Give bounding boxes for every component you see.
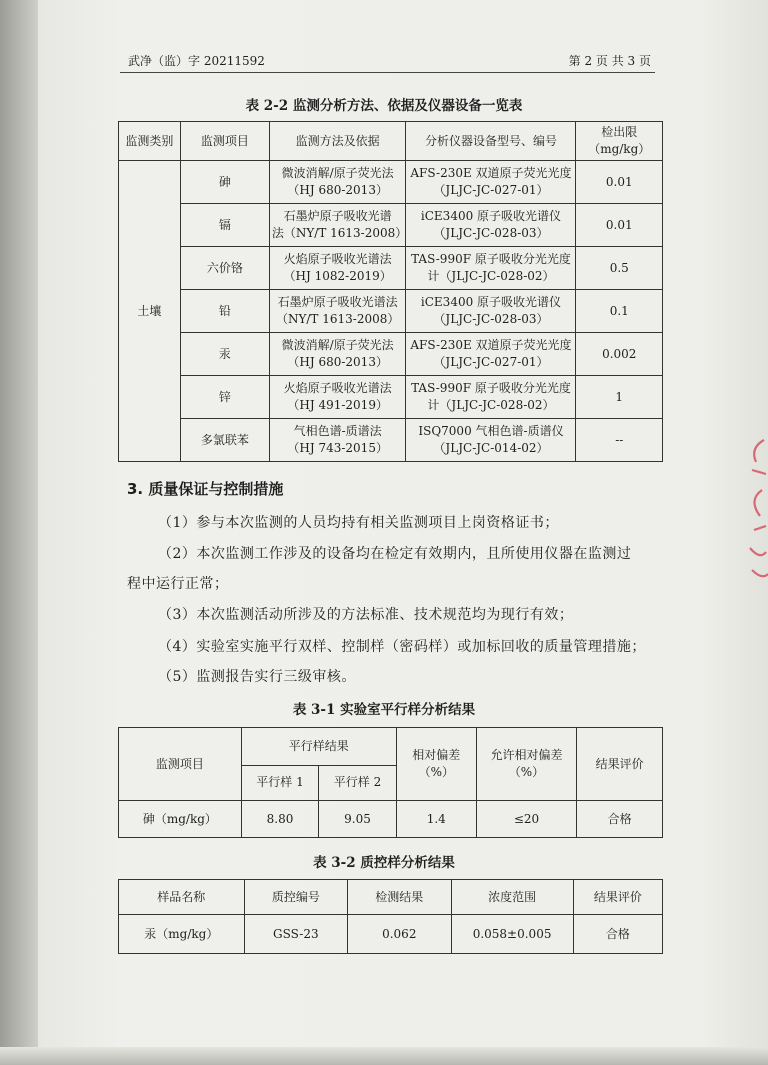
method-cell: 微波消解/原子荧光法 （HJ 680-2013）	[269, 161, 406, 204]
table-row	[119, 247, 663, 290]
table-row	[119, 290, 663, 333]
page-shadow	[0, 1047, 768, 1065]
table-row	[119, 333, 663, 376]
instrument-cell: TAS-990F 原子吸收分光光度 计（JLJC-JC-028-02）	[406, 376, 576, 419]
qa-item-2-cont: 程中运行正常；	[127, 576, 229, 592]
col-header-parallel: 平行样结果	[241, 728, 396, 766]
table-row	[119, 161, 663, 204]
col-header-category: 监测类别	[119, 122, 181, 161]
page-header	[120, 52, 655, 73]
col-header-item: 监测项目	[119, 728, 242, 801]
item-cell: 砷	[180, 161, 269, 204]
parallel-sample-table	[118, 727, 663, 838]
limit-cell: 0.002	[576, 333, 663, 376]
col-header-evaluation: 结果评价	[573, 880, 662, 915]
col-header-parallel-2: 平行样 2	[319, 765, 397, 801]
parallel-2-cell: 9.05	[319, 801, 397, 838]
table-2-2-title: 表 2-2 监测分析方法、依据及仪器设备一览表	[245, 98, 523, 114]
qa-item-1: （1）参与本次监测的人员均持有相关监测项目上岗资格证书；	[158, 515, 559, 531]
col-header-instrument: 分析仪器设备型号、编号	[406, 122, 576, 161]
col-header-evaluation: 结果评价	[577, 728, 663, 801]
limit-cell: 0.01	[576, 161, 663, 204]
section-3-heading: 3. 质量保证与控制措施	[127, 480, 284, 498]
instrument-cell: iCE3400 原子吸收光谱仪 （JLJC-JC-028-03）	[406, 204, 576, 247]
col-header-limit: 检出限 （mg/kg）	[576, 122, 663, 161]
page-number: 第 2 页 共 3 页	[568, 54, 651, 68]
qc-sample-table	[118, 879, 663, 954]
item-cell: 多氯联苯	[180, 419, 269, 462]
item-cell: 六价铬	[180, 247, 269, 290]
method-cell: 火焰原子吸收光谱法 （HJ 491-2019）	[269, 376, 406, 419]
table-row	[119, 801, 663, 838]
seal-stamp-fragment	[742, 430, 768, 590]
evaluation-cell: 合格	[577, 801, 663, 838]
qa-item-3: （3）本次监测活动所涉及的方法标准、技术规范均为现行有效；	[158, 607, 574, 623]
col-header-parallel-1: 平行样 1	[241, 765, 319, 801]
item-cell: 锌	[180, 376, 269, 419]
limit-cell: --	[576, 419, 663, 462]
qa-item-5: （5）监测报告实行三级审核。	[158, 669, 356, 685]
table-3-2-title: 表 3-2 质控样分析结果	[313, 855, 455, 871]
instrument-cell: AFS-230E 双道原子荧光光度 （JLJC-JC-027-01）	[406, 333, 576, 376]
method-cell: 石墨炉原子吸收光谱 法（NY/T 1613-2008）	[269, 204, 406, 247]
table-row	[119, 204, 663, 247]
table-row	[119, 915, 663, 954]
col-header-qc-code: 质控编号	[244, 880, 347, 915]
sample-name-cell: 汞（mg/kg）	[119, 915, 245, 954]
table-row	[119, 419, 663, 462]
qa-item-4: （4）实验室实施平行双样、控制样（密码样）或加标回收的质量管理措施；	[158, 639, 646, 655]
item-cell: 镉	[180, 204, 269, 247]
method-cell: 火焰原子吸收光谱法 （HJ 1082-2019）	[269, 247, 406, 290]
relative-deviation-cell: 1.4	[396, 801, 476, 838]
limit-cell: 0.5	[576, 247, 663, 290]
range-cell: 0.058±0.005	[451, 915, 573, 954]
col-header-test-result: 检测结果	[348, 880, 452, 915]
item-cell: 铅	[180, 290, 269, 333]
col-header-allowed-deviation: 允许相对偏差 （%）	[476, 728, 576, 801]
binding-spine	[0, 0, 38, 1065]
item-cell: 汞	[180, 333, 269, 376]
parallel-1-cell: 8.80	[241, 801, 319, 838]
instrument-cell: TAS-990F 原子吸收分光光度 计（JLJC-JC-028-02）	[406, 247, 576, 290]
instrument-cell: iCE3400 原子吸收光谱仪 （JLJC-JC-028-03）	[406, 290, 576, 333]
col-header-method: 监测方法及依据	[269, 122, 406, 161]
document-number: 武净（监）字 20211592	[128, 54, 265, 68]
col-header-relative-deviation: 相对偏差 （%）	[396, 728, 476, 801]
allowed-deviation-cell: ≤20	[476, 801, 576, 838]
limit-cell: 0.01	[576, 204, 663, 247]
evaluation-cell: 合格	[573, 915, 662, 954]
instrument-cell: ISQ7000 气相色谱-质谱仪 （JLJC-JC-014-02）	[406, 419, 576, 462]
test-result-cell: 0.062	[348, 915, 452, 954]
qa-item-2: （2）本次监测工作涉及的设备均在检定有效期内，且所使用仪器在监测过	[158, 546, 632, 562]
qc-code-cell: GSS-23	[244, 915, 347, 954]
col-header-sample-name: 样品名称	[119, 880, 245, 915]
table-3-1-title: 表 3-1 实验室平行样分析结果	[292, 702, 476, 718]
limit-cell: 1	[576, 376, 663, 419]
methods-table	[118, 121, 663, 462]
category-cell: 土壤	[119, 161, 181, 462]
table-row	[119, 376, 663, 419]
method-cell: 石墨炉原子吸收光谱法 （NY/T 1613-2008）	[269, 290, 406, 333]
col-header-item: 监测项目	[180, 122, 269, 161]
method-cell: 气相色谱-质谱法 （HJ 743-2015）	[269, 419, 406, 462]
col-header-range: 浓度范围	[451, 880, 573, 915]
method-cell: 微波消解/原子荧光法 （HJ 680-2013）	[269, 333, 406, 376]
item-cell: 砷（mg/kg）	[119, 801, 242, 838]
instrument-cell: AFS-230E 双道原子荧光光度 （JLJC-JC-027-01）	[406, 161, 576, 204]
limit-cell: 0.1	[576, 290, 663, 333]
